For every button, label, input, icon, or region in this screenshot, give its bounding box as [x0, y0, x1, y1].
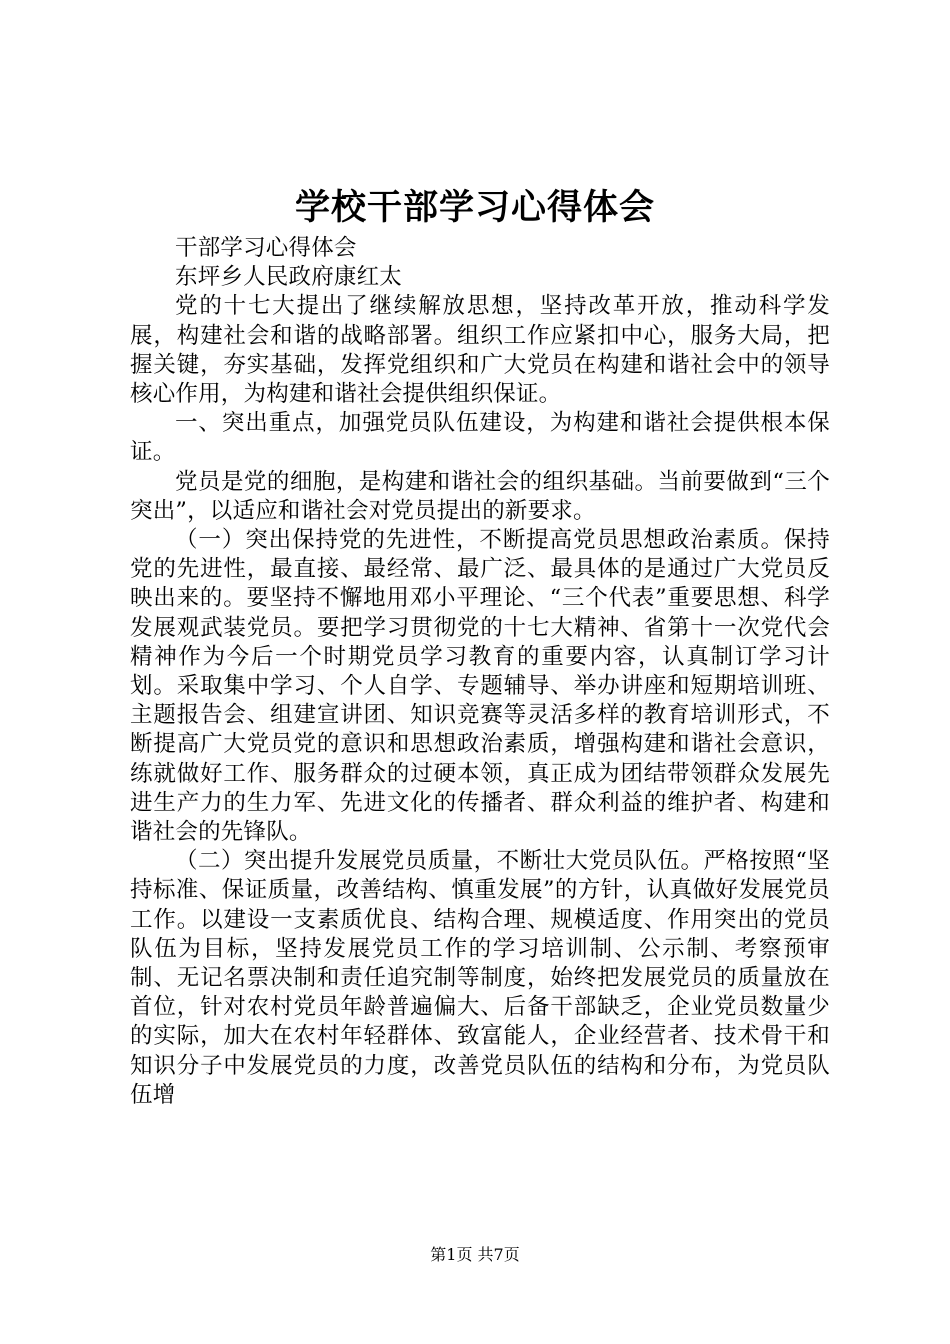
- paragraph-author: 东坪乡人民政府康红太: [175, 264, 403, 291]
- paragraph: （二）突出提升发展党员质量，不断壮大党员队伍。严格按照“坚持标准、保证质量，改善结构、慎重发展”的方针，认真做好发展党员工作。以建设一支素质优良、结构合理、规模适度、作用突出的党员队伍为目标，坚持发展党员工作的学习培训制、公示制、考察预审制、无记名票决制和责任追究制等制度，始终把发展党员的质量放在首位，针对农村党员年龄普遍偏大、后备干部缺乏，企业党员数量少的实际，加大在农村年轻群体、致富能人，企业经营者、技术骨干和知识分子中发展党员的力度，改善党员队伍的结构和分布，为党员队伍增: [130, 848, 830, 1108]
- paragraph-intro: 党的十七大提出了继续解放思想，坚持改革开放，推动科学发展，构建社会和谐的战略部署。组织工作应紧扣中心，服务大局，把握关键，夯实基础，发挥党组织和广大党员在构建和谐社会中的领导核心作用，为构建和谐社会提供组织保证。: [130, 293, 830, 408]
- page-footer: 第1页 共7页: [430, 1245, 520, 1264]
- paragraph-section-heading: 一、突出重点，加强党员队伍建设，为构建和谐社会提供根本保证。: [130, 410, 830, 466]
- paragraph: 党员是党的细胞，是构建和谐社会的组织基础。当前要做到“三个突出”，以适应和谐社会对党员提出的新要求。: [130, 468, 830, 524]
- document-title: 学校干部学习心得体会: [294, 188, 655, 228]
- document-body: [130, 234, 830, 1110]
- paragraph-subtitle: 干部学习心得体会: [175, 235, 357, 261]
- paragraph: （一）突出保持党的先进性，不断提高党员思想政治素质。保持党的先进性，最直接、最经常、最广泛、最具体的是通过广大党员反映出来的。要坚持不懈地用邓小平理论、“三个代表”重要思想、科学发展观武装党员。要把学习贯彻党的十七大精神、省第十一次党代会精神作为今后一个时期党员学习教育的重要内容，认真制订学习计划。采取集中学习、个人自学、专题辅导、举办讲座和短期培训班、主题报告会、组建宣讲团、知识竞赛等灵活多样的教育培训形式，不断提高广大党员党的意识和思想政治素质，增强构建和谐社会意识，练就做好工作、服务群众的过硬本领，真正成为团结带领群众发展先进生产力的生力军、先进文化的传播者、群众利益的维护者、构建和谐社会的先锋队。: [130, 527, 830, 846]
